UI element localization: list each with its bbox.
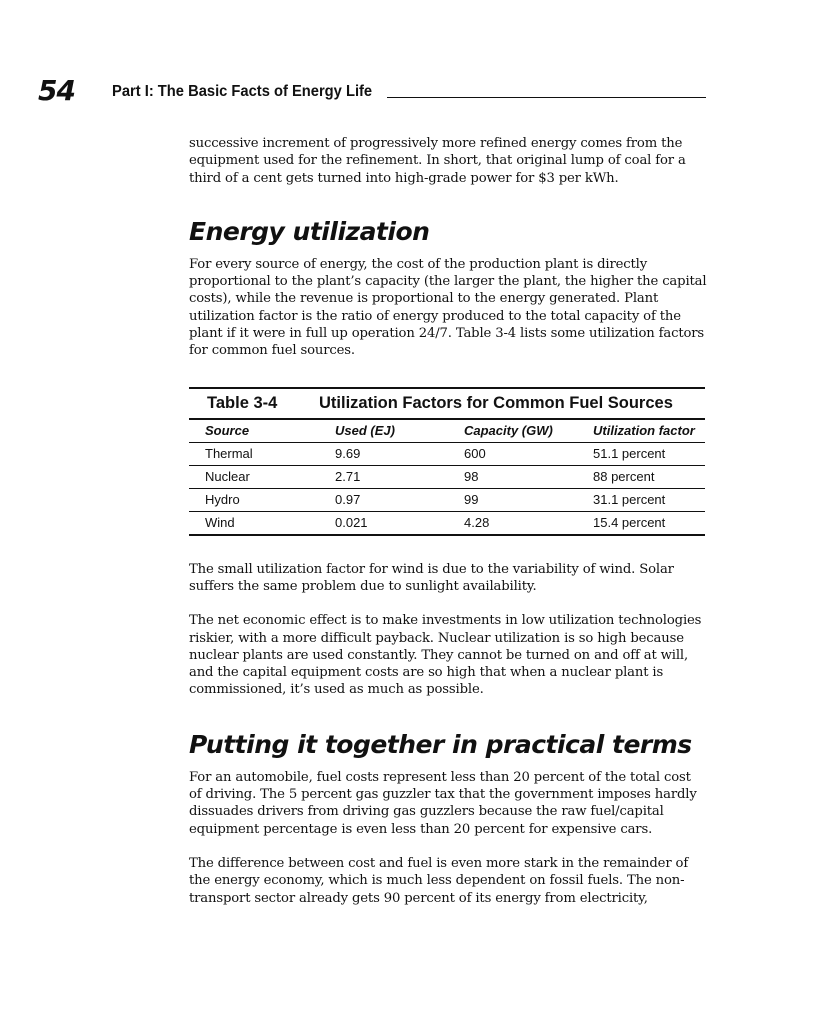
- table-header-row: [189, 420, 705, 443]
- cell-used: 0.021: [335, 515, 368, 531]
- page-content: [189, 135, 707, 907]
- cell-capacity: 600: [464, 446, 486, 462]
- cell-source: Thermal: [205, 446, 253, 462]
- table-caption: Utilization Factors for Common Fuel Sources: [319, 393, 673, 412]
- column-header-utilization: Utilization factor: [593, 423, 695, 439]
- cell-utilization: 31.1 percent: [593, 492, 666, 508]
- column-header-source: Source: [205, 423, 250, 439]
- cell-capacity: 98: [464, 469, 479, 485]
- cell-utilization: 15.4 percent: [593, 515, 666, 531]
- cell-capacity: 99: [464, 492, 479, 508]
- automobile-paragraph: For an automobile, fuel costs represent less than 20 percent of the total cost of driving. The 5 percent gas guzzler tax that the government imposes hardly dissuades drivers from driving gas guzzlers because the raw fuel/capital equipment percentage is even less than 20 percent for expensive cars.: [189, 769, 697, 837]
- cell-utilization: 88 percent: [593, 469, 655, 485]
- intro-paragraph: successive increment of progressively more refined energy comes from the equipment used for the refinement. In short, that original lump of coal for a third of a cent gets turned into high-grade power for $3 per kWh.: [189, 136, 686, 186]
- page-number: 54: [38, 74, 75, 107]
- difference-paragraph: The difference between cost and fuel is even more stark in the remainder of the energy economy, which is much less dependent on fossil fuels. The non-transport sector already gets 90 percent of its energy from electricity,: [189, 855, 689, 906]
- cell-used: 9.69: [335, 446, 361, 462]
- table-label: Table 3-4: [207, 393, 278, 412]
- cell-source: Nuclear: [205, 469, 250, 485]
- table-row: [189, 489, 705, 512]
- running-head: Part I: The Basic Facts of Energy Life: [112, 83, 373, 100]
- header-rule: [387, 97, 706, 98]
- table-row: [189, 512, 705, 536]
- utilization-table: [189, 387, 705, 536]
- cell-used: 2.71: [335, 469, 361, 485]
- column-header-capacity: Capacity (GW): [464, 423, 553, 439]
- table-row: [189, 443, 705, 466]
- economic-paragraph: The net economic effect is to make investments in low utilization technologies riskier, with a more difficult payback. Nuclear utilization is so high because nuclear plants are used constantly. They cannot be turned on and off at will, and the capital equipment costs are so high that when a nuclear plant is commissioned, it’s used as much as possible.: [189, 613, 702, 698]
- heading-energy-utilization: Energy utilization: [189, 216, 430, 246]
- table-row: [189, 466, 705, 489]
- cell-source: Hydro: [205, 492, 240, 508]
- cell-capacity: 4.28: [464, 515, 490, 531]
- heading-putting-together: Putting it together in practical terms: [189, 729, 692, 759]
- page-header: [38, 74, 706, 108]
- cell-used: 0.97: [335, 492, 361, 508]
- table-title-row: [189, 389, 705, 418]
- wind-paragraph: The small utilization factor for wind is due to the variability of wind. Solar suffers the same problem due to sunlight availability.: [189, 561, 674, 594]
- column-header-used: Used (EJ): [335, 423, 395, 439]
- cell-source: Wind: [205, 515, 235, 531]
- cell-utilization: 51.1 percent: [593, 446, 666, 462]
- utilization-paragraph: For every source of energy, the cost of the production plant is directly proportional to the plant’s capacity (the larger the plant, the higher the capital costs), while the revenue is proportional to the energy generated. Plant utilization factor is the ratio of energy produced to the total capacity of the plant if it were in full up operation 24/7. Table 3-4 lists some utilization factors for common fuel sources.: [189, 256, 707, 359]
